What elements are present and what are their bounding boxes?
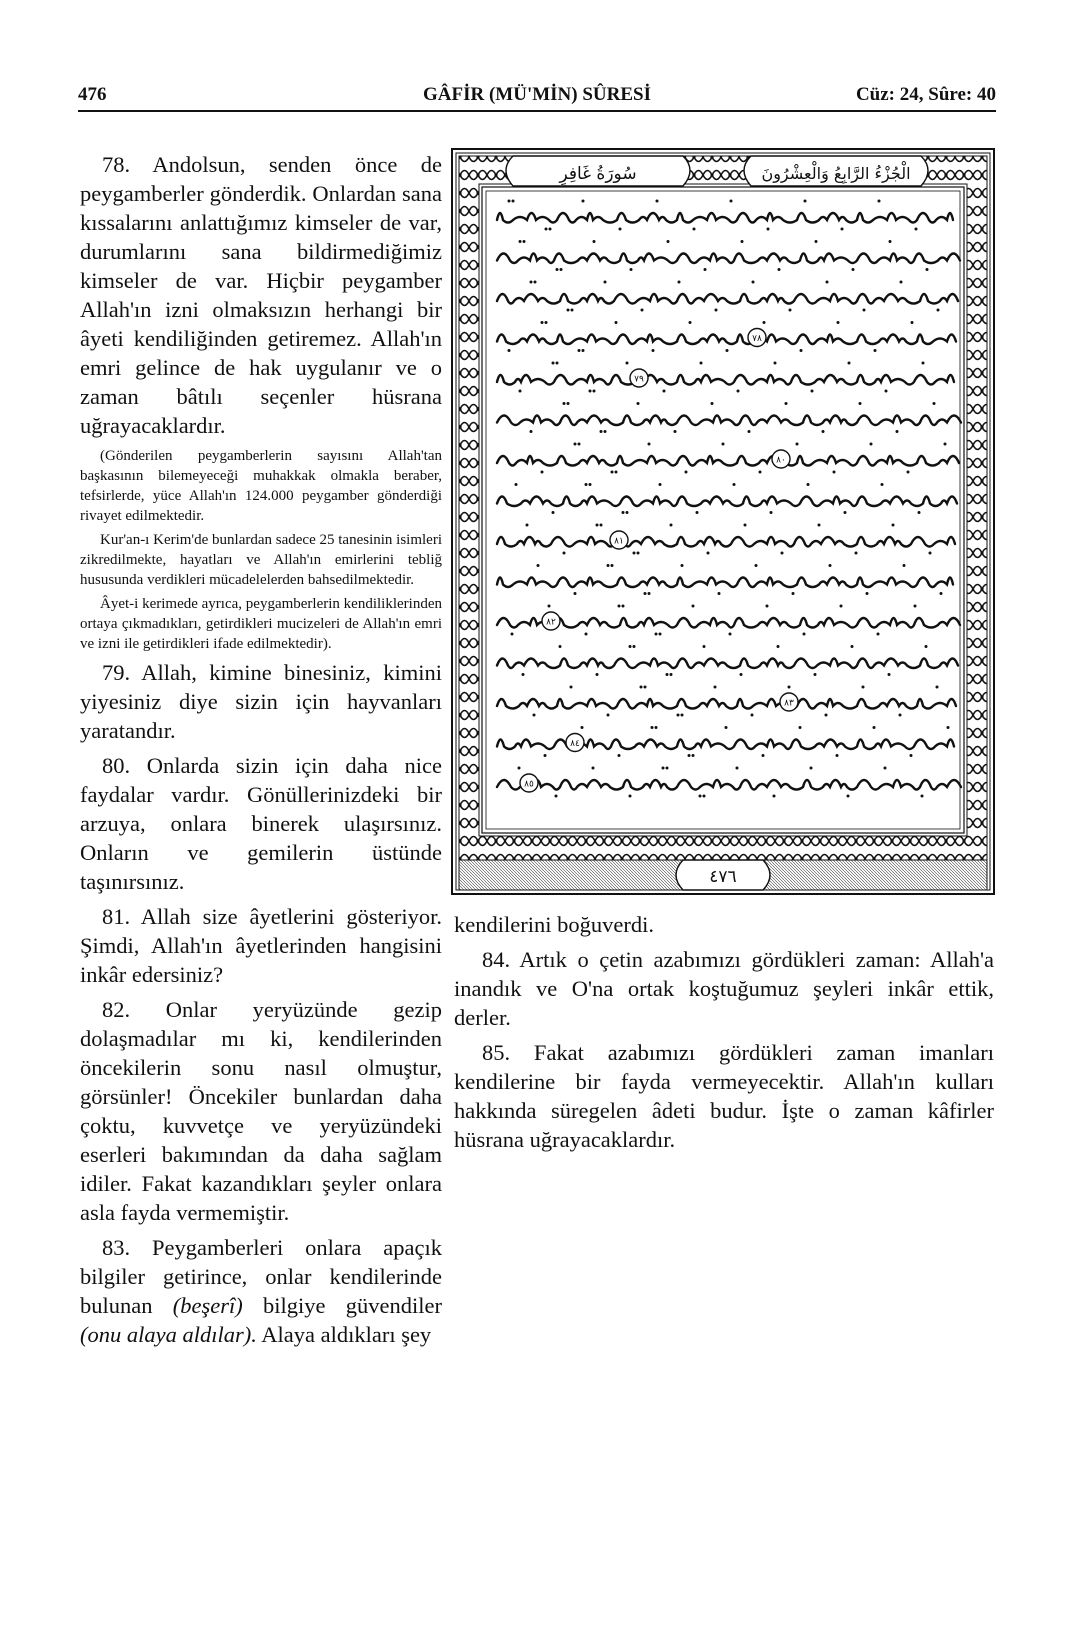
verse-83-part-e: Alaya aldıkları şey [261, 1322, 432, 1347]
surah-title: GÂFİR (MÜ'MİN) SÛRESİ [423, 84, 651, 105]
verse-79: 79. Allah, kimine binesiniz, kimini yiyesiniz diye sizin için hayvanları yaratandır. [80, 660, 442, 743]
verse-83 [80, 1233, 442, 1349]
svg-text:٤٧٦: ٤٧٦ [709, 867, 737, 887]
verse-81: 81. Allah size âyetlerini gösteriyor. Şimdi, Allah'ın âyetlerinden hangisini inkâr edersiniz? [80, 904, 442, 987]
verse-83-part-a: 83. Peygamberleri onlara apaçık bilgiler getirince, onlar kendilerinde bulunan [80, 1235, 442, 1318]
verse-83-continuation: kendilerini boğuverdi. [454, 912, 654, 937]
ayah-marker-number: ٨٥ [524, 779, 534, 790]
ayah-marker-number: ٨٢ [546, 617, 556, 628]
ayah-marker-number: ٨٣ [784, 698, 794, 709]
page-number: 476 [78, 84, 107, 105]
mushaf-page-image [451, 148, 995, 895]
verse-84: 84. Artık o çetin azabımızı gördükleri zaman: Allah'a inandık ve O'na ortak koştuğumuz şeyleri inkâr ettik, derler. [454, 947, 994, 1030]
ayah-marker-number: ٨٠ [776, 455, 786, 466]
ayah-marker-number: ٧٩ [634, 374, 644, 385]
verse-78: 78. Andolsun, senden önce de peygamberler gönderdik. Onlardan sana kıssalarını anlattığımız kimseler de var, durumlarını sana bildirmediğimiz kimseler de var. Hiçbir peygamber Allah'ın izni olmaksızın herhangi bir âyeti kendiliğinden getiremez. Allah'ın emri gelince de hak uygulanır ve o zaman bâtılı seçenler hüsrana uğrayacaklardır. [80, 152, 442, 438]
page-header [78, 80, 996, 110]
verse-85: 85. Fakat azabımızı gördükleri zaman imanları kendilerine bir fayda vermeyecektir. Allah'ın kulları hakkında süregelen âdeti budur. İşte o zaman kâfirler hüsrana uğrayacaklardır. [454, 1040, 994, 1152]
ayah-marker-number: ٨٤ [570, 739, 580, 749]
verse-82: 82. Onlar yeryüzünde gezip dolaşmadılar mı ki, kendilerinden öncekilerin sonu nasıl olmuştur, görsünler! Öncekiler bunlardan daha çoktu, kuvvetçe ve yeryüzündeki eserleri bakımından da daha sağlam idiler. Fakat kazandıkları şeyler onlara asla fayda vermemiştir. [80, 997, 442, 1225]
header-rule [78, 110, 996, 112]
juz-info: Cüz: 24, Sûre: 40 [855, 84, 996, 105]
ayah-marker-number: ٨١ [614, 536, 624, 547]
verse-80: 80. Onlarda sizin için daha nice faydalar vardır. Gönüllerinizdeki bir arzuya, onlara binerek ulaşırsınız. Onların ve gemilerin üstünde taşınırsınız. [80, 753, 442, 894]
footnote-3: Âyet-i kerimede ayrıca, peygamberlerin kendiliklerinden ortaya çıkmadıkları, getirdikleri mucizeleri de Allah'ın emri ve izni ile getirdikleri ifade edilmektedir). [80, 596, 442, 652]
footnote-1: (Gönderilen peygamberlerin sayısını Allah'tan başkasının bilemeyeceği muhakkak olmakla beraber, tefsirlerde, yüce Allah'ın 124.000 peygamber gönderdiği rivayet edilmektedir. [80, 448, 442, 524]
translation-left-column [80, 150, 442, 1355]
svg-text:سُورَةُ غَافِرٍ: سُورَةُ غَافِرٍ [559, 164, 637, 184]
verse-83-part-d: (onu alaya aldılar). [80, 1322, 257, 1347]
translation-right-column [454, 910, 994, 1160]
footnote-2: Kur'an-ı Kerim'de bunlardan sadece 25 tanesinin isimleri zikredilmekte, hayatları ve Allah'ın emirlerini tebliğ hususunda verdikleri mücadelelerden bahsedilmektedir. [80, 532, 442, 588]
verse-83-part-c: bilgiye güvendiler [263, 1293, 442, 1318]
verse-83-part-b: (beşerî) [172, 1293, 243, 1318]
ayah-marker-number: ٧٨ [752, 334, 762, 344]
svg-text:الْجُزْءُ الرَّابِعُ وَالْعِشْ: الْجُزْءُ الرَّابِعُ وَالْعِشْرُونَ [761, 164, 911, 183]
